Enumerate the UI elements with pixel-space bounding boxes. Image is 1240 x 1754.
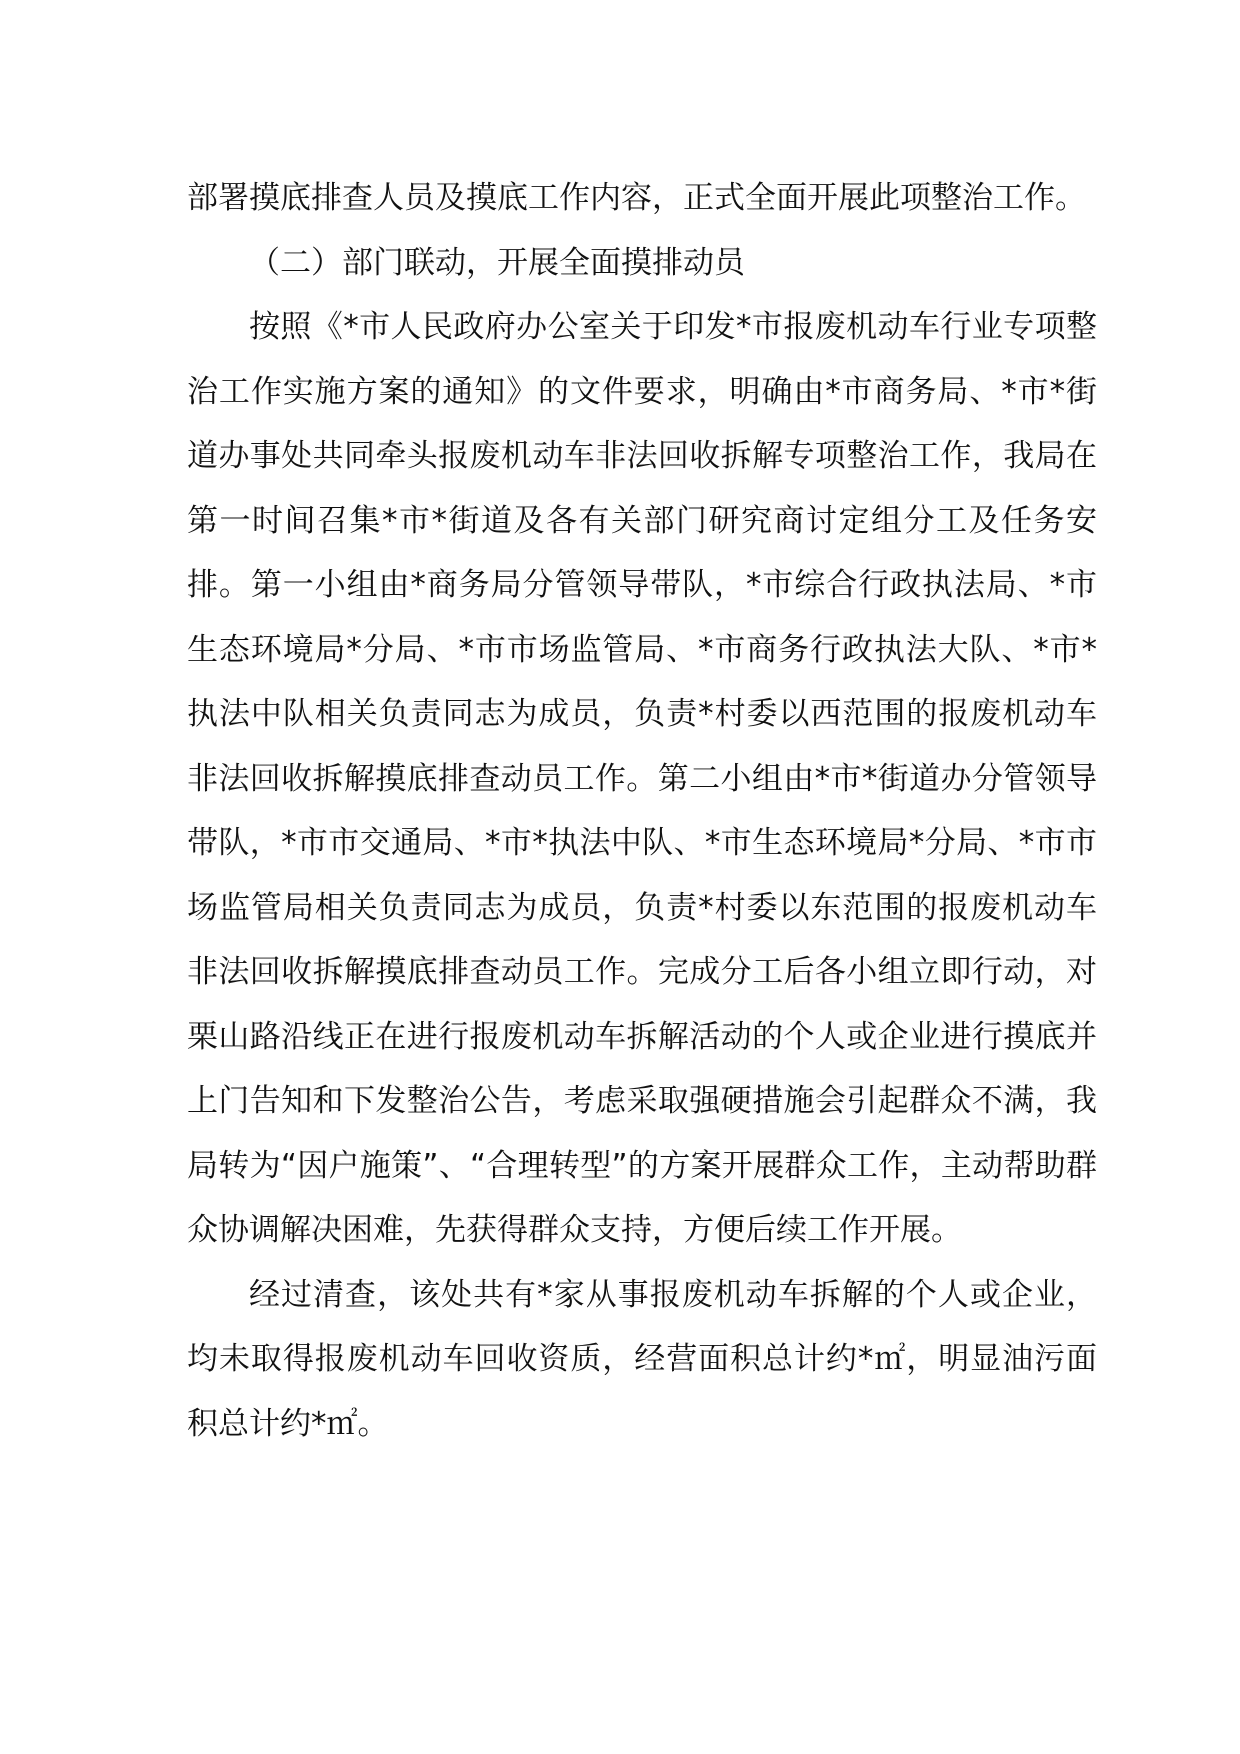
paragraph-continuation: 部署摸底排查人员及摸底工作内容，正式全面开展此项整治工作。 bbox=[187, 180, 1086, 216]
section-heading: （二）部门联动，开展全面摸排动员 bbox=[249, 244, 745, 281]
paragraph-summary: 经过清查，该处共有*家从事报废机动车拆解的个人或企业，均未取得报废机动车回收资质，经营面积总计约*㎡，明显油污面积总计约*㎡。 bbox=[187, 1276, 1097, 1442]
document-body bbox=[187, 166, 1097, 1456]
paragraph-body: 按照《*市人民政府办公室关于印发*市报废机动车行业专项整治工作实施方案的通知》的文件要求，明确由*市商务局、*市*街道办事处共同牵头报废机动车非法回收拆解专项整治工作，我局在第一时间召集*市*街道及各有关部门研究商讨定组分工及任务安排。第一小组由*商务局分管领导带队，*市综合行政执法局、*市生态环境局*分局、*市市场监管局、*市商务行政执法大队、*市*执法中队相关负责同志为成员，负责*村委以西范围的报废机动车非法回收拆解摸底排查动员工作。第二小组由*市*街道办分管领导带队，*市市交通局、*市*执法中队、*市生态环境局*分局、*市市场监管局相关负责同志为成员，负责*村委以东范围的报废机动车非法回收拆解摸底排查动员工作。完成分工后各小组立即行动，对栗山路沿线正在进行报废机动车拆解活动的个人或企业进行摸底并上门告知和下发整治公告，考虑采取强硬措施会引起群众不满，我局转为“因户施策”、“合理转型”的方案开展群众工作，主动帮助群众协调解决困难，先获得群众支持，方便后续工作开展。 bbox=[187, 309, 1097, 1248]
